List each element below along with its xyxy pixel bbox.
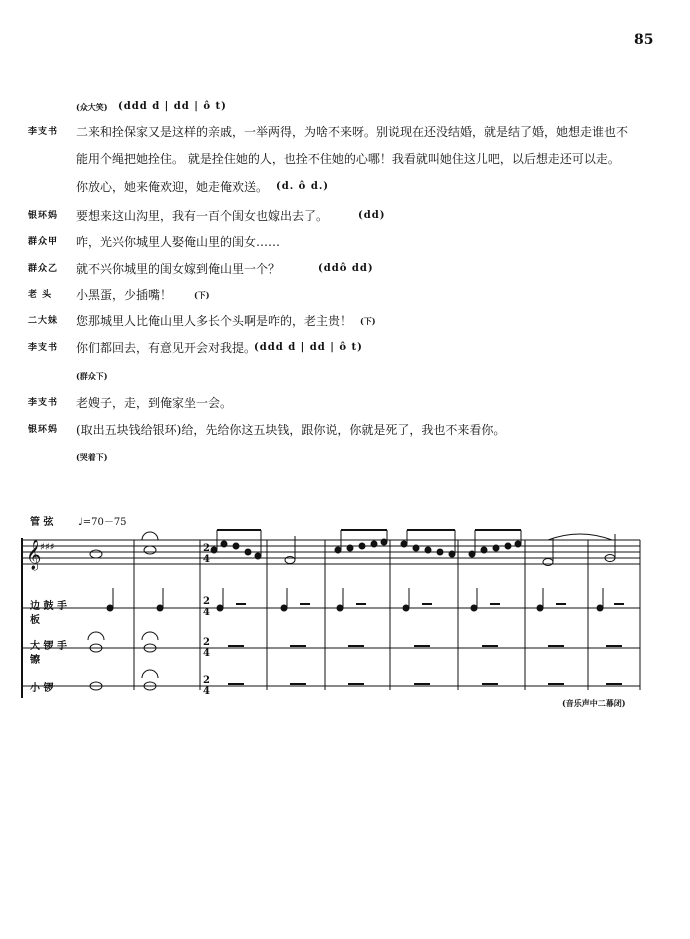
score-footnote: (音乐声中二幕闭) bbox=[562, 698, 626, 708]
tempo-marking: ♩=70－75 bbox=[78, 517, 127, 528]
line-notation: (ddô dd) bbox=[318, 263, 374, 274]
line-notation: (d. ô d.) bbox=[276, 181, 330, 192]
page-number: 85 bbox=[634, 32, 654, 48]
big-gong-staff-label: 大 锣 手 镲 bbox=[30, 641, 67, 666]
gong-rests bbox=[228, 646, 622, 684]
line-text: 咋，光兴你城里人娶俺山里的闺女…… bbox=[76, 235, 281, 249]
line-notation: (ddd d | dd | ô t) bbox=[118, 101, 227, 112]
line-notation: (dd) bbox=[358, 210, 386, 221]
speaker-name: 群众乙 bbox=[28, 264, 59, 274]
line-text: 要想来这山沟里，我有一百个闺女也嫁出去了。 bbox=[76, 209, 329, 223]
svg-text:4: 4 bbox=[203, 648, 210, 659]
line-text: 能用个绳把她拴住。 就是拴住她的人，也拴不住她的心哪！我看就叫她住这儿吧，以后想走还可以走。 bbox=[76, 152, 620, 166]
speaker-name: 群众甲 bbox=[28, 237, 59, 247]
svg-text:4: 4 bbox=[203, 607, 210, 618]
speaker-name: 二大妹 bbox=[28, 316, 59, 326]
time-signature-top: 2 bbox=[203, 543, 210, 554]
speaker-name: 老 头 bbox=[28, 290, 53, 300]
line-text: 老嫂子，走，到俺家坐一会。 bbox=[76, 396, 233, 410]
melody-notes bbox=[211, 530, 615, 566]
line-text: (取出五块钱给银环)给，先给你这五块钱，跟你说，你就是死了，我也不来看你。 bbox=[76, 423, 506, 437]
line-notation: (下) bbox=[360, 316, 376, 326]
line-notation: (下) bbox=[194, 290, 210, 300]
drum-staff-label: 边 鼓 手 板 bbox=[30, 601, 67, 626]
key-signature-icon: ♯♯♯ bbox=[40, 542, 55, 553]
line-text: 您那城里人比俺山里人多长个头啊是咋的，老主贵！ bbox=[76, 314, 353, 328]
speaker-name: 李支书 bbox=[28, 398, 59, 408]
line-text: 小黑蛋，少插嘴！ bbox=[76, 288, 173, 302]
speaker-name: 李支书 bbox=[28, 343, 59, 353]
line-text: (哭着下) bbox=[76, 452, 108, 462]
treble-clef-icon: 𝄞 bbox=[26, 540, 42, 570]
svg-text:2: 2 bbox=[203, 675, 210, 686]
line-text: (群众下) bbox=[76, 371, 108, 381]
speaker-name: 李支书 bbox=[28, 127, 59, 137]
treble-staff bbox=[22, 540, 640, 564]
instrument-group-label: 管 弦 bbox=[30, 517, 54, 528]
svg-text:2: 2 bbox=[203, 596, 210, 607]
speaker-name: 银环妈 bbox=[28, 211, 59, 221]
small-gong-staff-label: 小 锣 bbox=[30, 683, 54, 694]
line-text: (众大笑) bbox=[76, 102, 108, 112]
svg-text:4: 4 bbox=[203, 686, 210, 697]
time-signature-bottom: 4 bbox=[203, 554, 210, 565]
speaker-name: 银环妈 bbox=[28, 425, 59, 435]
svg-text:2: 2 bbox=[203, 637, 210, 648]
line-text: 你放心，她来俺欢迎，她走俺欢送。 bbox=[76, 180, 269, 194]
line-notation: (ddd d | dd | ô t) bbox=[254, 342, 363, 353]
line-text: 二来和拴保家又是这样的亲戚，一举两得，为啥不来呀。别说现在还没结婚，就是结了婚，她想走谁也不 bbox=[76, 125, 629, 139]
music-score bbox=[0, 500, 690, 720]
line-text: 你们都回去，有意见开会对我提。 bbox=[76, 341, 257, 355]
opening-notes bbox=[88, 532, 158, 690]
line-text: 就不兴你城里的闺女嫁到俺山里一个？ bbox=[76, 262, 281, 276]
